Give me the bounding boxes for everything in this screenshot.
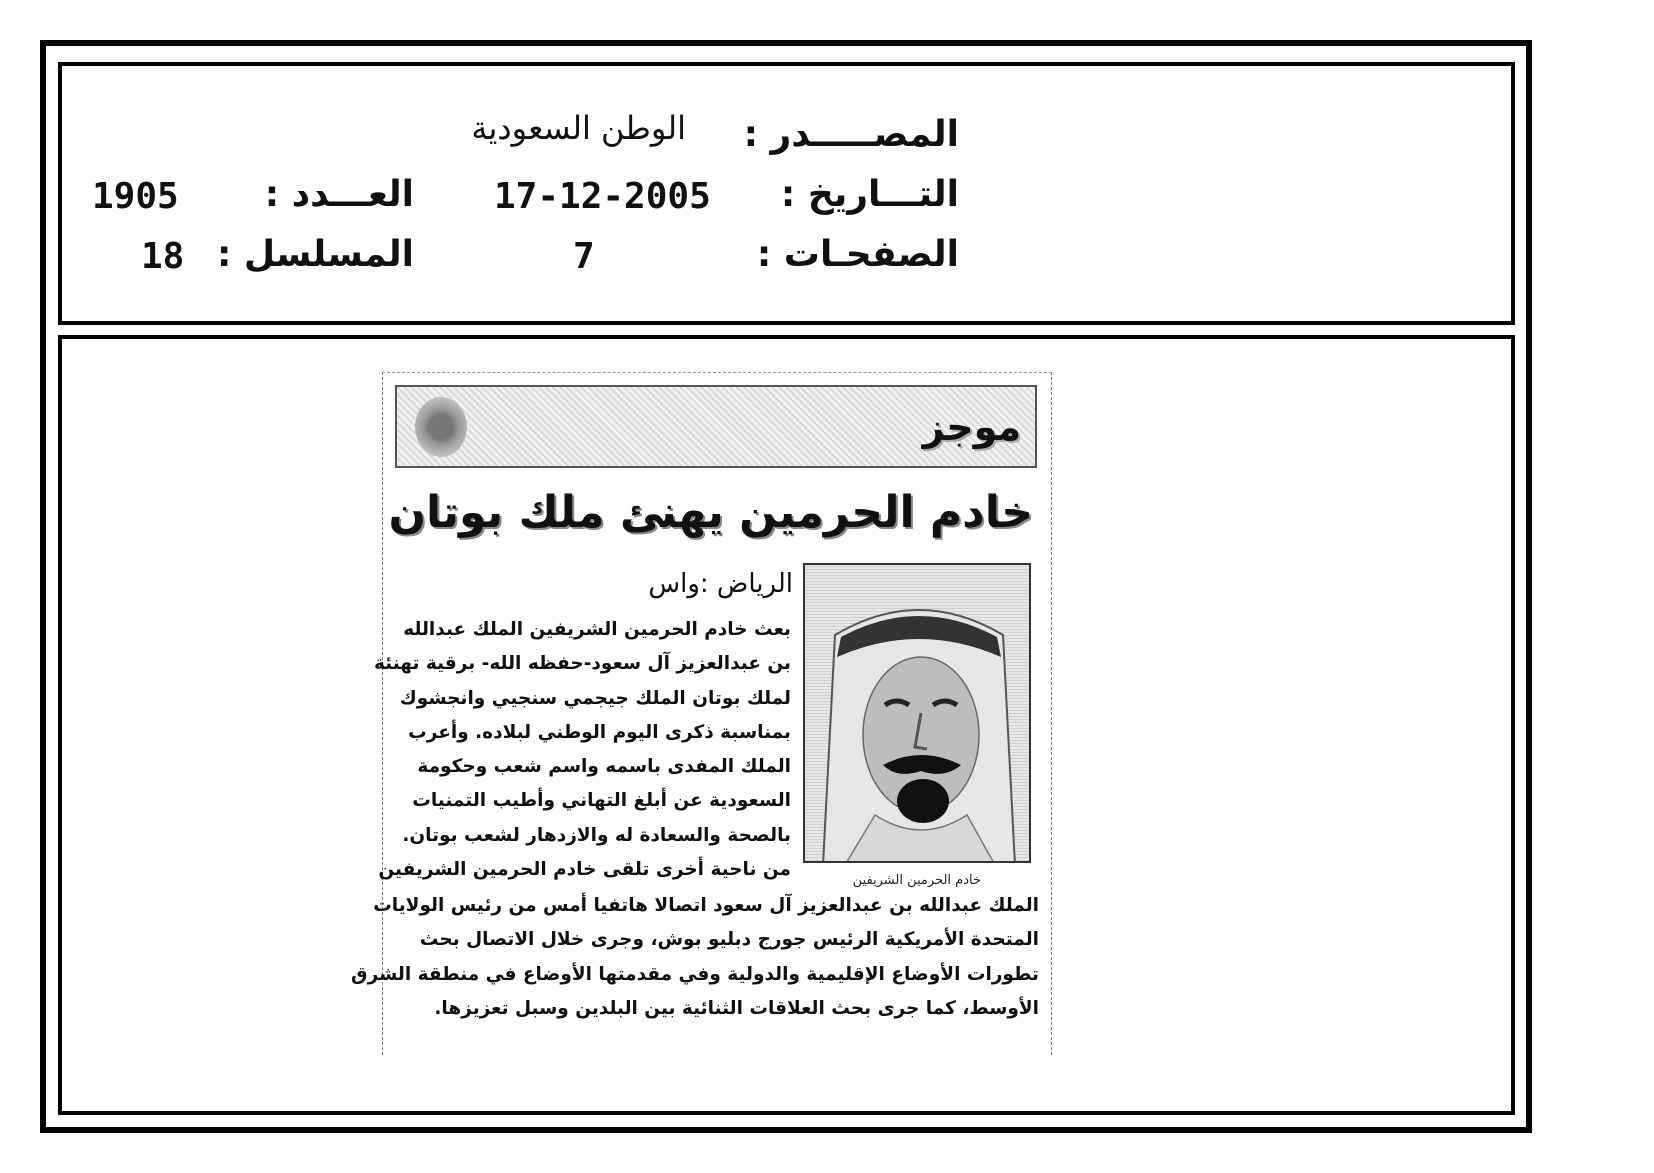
pages-value: 7 <box>573 236 595 277</box>
serial-label: المسلسل : <box>216 234 414 275</box>
date-value: 17-12-2005 <box>494 176 711 217</box>
banner-label: موجز <box>922 405 1021 449</box>
date-label: التـــاريخ : <box>780 174 959 215</box>
pages-label: الصفحـات : <box>756 234 959 275</box>
photo-caption: خادم الحرمين الشريفين <box>852 873 981 888</box>
body-line: الأوسط، كما جرى بحث العلاقات الثنائية بين البلدين وسبل تعزيزها. <box>434 997 1039 1019</box>
portrait-photo <box>803 563 1031 863</box>
issue-value: 1905 <box>92 176 179 217</box>
issue-label: العـــدد : <box>264 174 414 215</box>
body-line: بمناسبة ذكرى اليوم الوطني لبلاده. وأعرب <box>408 721 791 743</box>
body-line: من ناحية أخرى تلقى خادم الحرمين الشريفين <box>378 859 791 881</box>
section-banner <box>395 385 1037 468</box>
article-dateline: الرياض :واس <box>648 569 793 599</box>
body-line: الملك المفدى باسمه واسم شعب وحكومة <box>417 756 791 778</box>
body-line: بالصحة والسعادة له والازدهار لشعب بوتان. <box>402 824 791 846</box>
body-line: بن عبدالعزيز آل سعود-حفظه الله- برقية تهنئة <box>373 653 791 675</box>
serial-value: 18 <box>141 236 185 277</box>
source-label: المصـــــدر : <box>743 114 959 155</box>
newspaper-clipping <box>351 372 1052 1055</box>
article-body-column <box>373 613 791 887</box>
body-line: لملك بوتان الملك جيجمي سنجيي وانجشوك <box>399 687 791 709</box>
source-value: الوطن السعودية <box>471 109 686 147</box>
article-headline: خادم الحرمين يهنئ ملك بوتان <box>388 487 1033 538</box>
body-line: بعث خادم الحرمين الشريفين الملك عبدالله <box>403 619 791 640</box>
banner-emblem-icon <box>415 397 467 457</box>
body-line: المتحدة الأمريكية الرئيس جورج دبليو بوش، وجرى خلال الاتصال بحث <box>419 929 1039 951</box>
article-body-full-width <box>351 889 1039 1026</box>
body-line: الملك عبدالله بن عبدالعزيز آل سعود اتصالا هاتفيا أمس من رئيس الولايات <box>373 895 1039 916</box>
portrait-figure-icon <box>805 565 1031 863</box>
body-line: السعودية عن أبلغ التهاني وأطيب التمنيات <box>412 790 791 812</box>
body-line: تطورات الأوضاع الإقليمية والدولية وفي مقدمتها الأوضاع في منطقة الشرق <box>351 963 1039 985</box>
